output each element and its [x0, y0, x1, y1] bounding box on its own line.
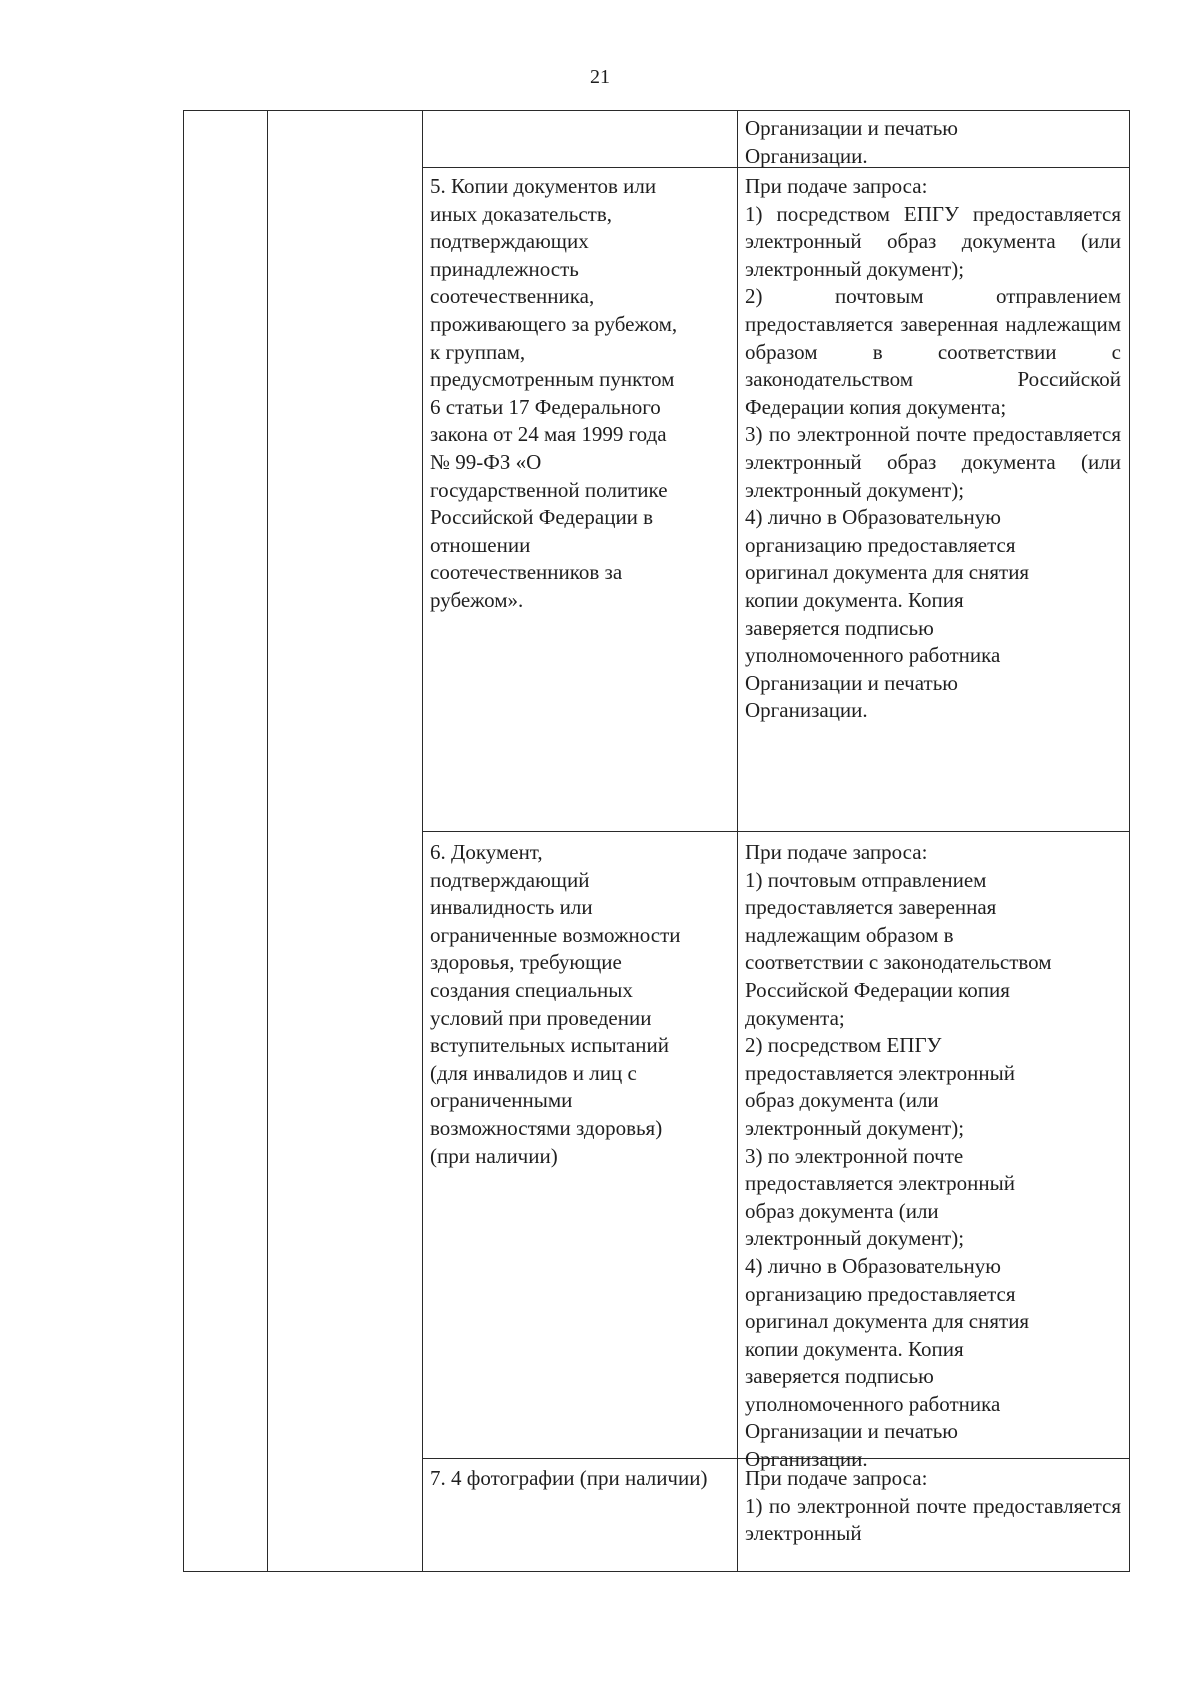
table-cell-document	[422, 111, 737, 167]
requirements-table	[183, 110, 1130, 1572]
column-divider	[267, 111, 268, 1571]
page-number: 21	[590, 66, 610, 88]
table-cell-document: 5. Копии документов или иных доказательств, подтверждающих принадлежность соотечественника, проживающего за рубежом, к группам, предусмотренным пунктом 6 статьи 17 Федерального закона от 24 мая 1999 года № 99-ФЗ «О государственной политике Российской Федерации в отношении соотечественников за рубежом».	[430, 174, 678, 612]
table-cell-method: При подаче запроса: 1) почтовым отправлением предоставляется заверенная надлежащим образом в соответствии с законодательством Российской Федерации копия документа; 2) посредством ЕПГУ предоставляется электронный образ документа (или электронный документ); 3) по электронной почте предоставляется электронный образ документа (или электронный документ); 4) лично в Образовательную организацию предоставляется оригинал документа для снятия копии документа. Копия заверяется подписью уполномоченного работника Организации и печатью Организации.	[745, 840, 1052, 1472]
row-divider	[422, 831, 1129, 832]
table-cell-method: При подаче запроса: 1) по электронной почте предоставляется электронный	[745, 1466, 1121, 1546]
table-cell-method: При подаче запроса: 1) посредством ЕПГУ предоставляется электронный образ документа (или электронный документ); 2) почтовым отправлением предоставляется заверенная надлежащим образом в соответствии с законодательством Российской Федерации копия документа; 3) по электронной почте предоставляется электронный образ документа (или электронный документ); 4) лично в Образовательную организацию предоставляется оригинал документа для снятия копии документа. Копия заверяется подписью уполномоченного работника Организации и печатью Организации.	[745, 174, 1121, 723]
table-cell-method: Организации и печатью Организации.	[745, 116, 958, 168]
table-cell-document: 6. Документ, подтверждающий инвалидность или ограниченные возможности здоровья, требующие создания специальных условий при проведении вступительных испытаний (для инвалидов и лиц с ограниченными возможностями здоровья) (при наличии)	[430, 840, 681, 1168]
table-cell-document: 7. 4 фотографии (при наличии)	[430, 1466, 708, 1490]
